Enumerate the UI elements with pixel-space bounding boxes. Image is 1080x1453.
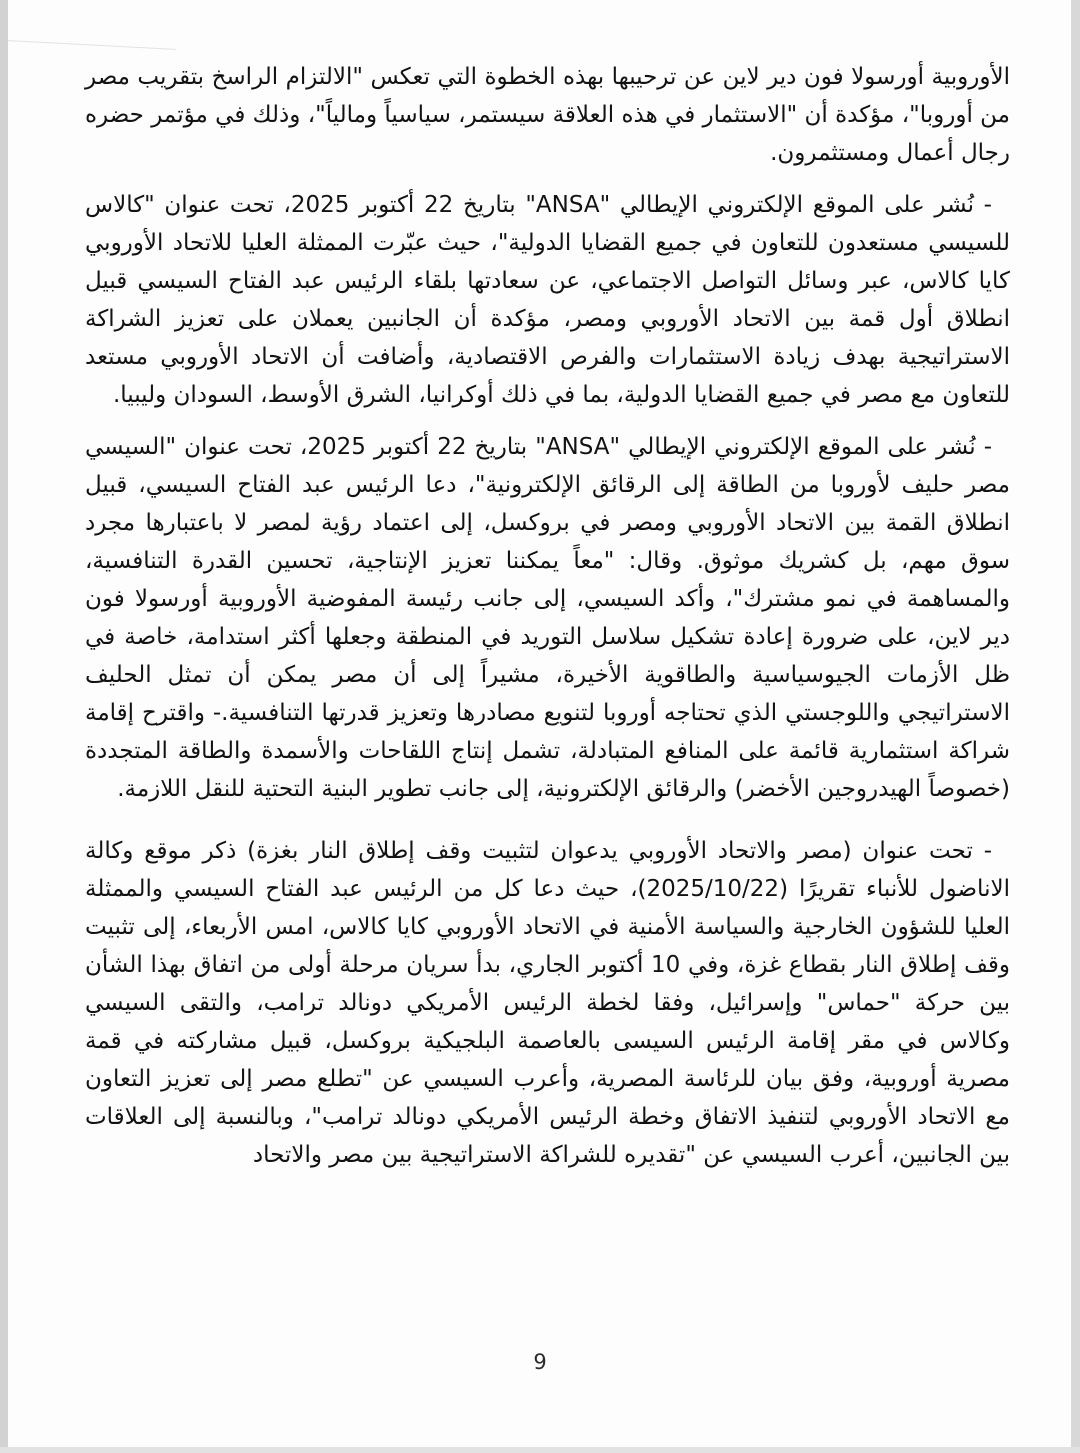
page-bottom-edge bbox=[0, 1447, 1080, 1453]
paragraph-anadolu-gaza-ceasefire: - تحت عنوان (مصر والاتحاد الأوروبي يدعوان لتثبيت وقف إطلاق النار بغزة) ذكر موقع وكالة الاناضول للأنباء تقريرًا (2025/10/22)، حيث دعا كل من الرئيس عبد الفتاح السيسي والممثلة العليا للشؤون الخارجية والسياسة الأمنية في الاتحاد الأوروبي كايا كالاس، امس الأربعاء، إلى تثبيت وقف إطلاق النار بقطاع غزة، وفي 10 أكتوبر الجاري، بدأ سريان مرحلة أولى من اتفاق بهذا الشأن بين حركة "حماس" وإسرائيل، وفقا لخطة الرئيس الأمريكي دونالد ترامب، والتقى السيسي وكالاس في مقر إقامة الرئيس السيسى بالعاصمة البلجيكية بروكسل، قبيل مشاركته في قمة مصرية أوروبية، وفق بيان للرئاسة المصرية، وأعرب السيسي عن "تطلع مصر إلى تعزيز التعاون مع الاتحاد الأوروبي لتنفيذ الاتفاق وخطة الرئيس الأمريكي دونالد ترامب"، وبالنسبة إلى العلاقات بين الجانبين، أعرب السيسي عن "تقديره للشراكة الاستراتيجية بين مصر والاتحاد bbox=[85, 838, 1011, 1168]
page-right-edge bbox=[1071, 0, 1080, 1453]
paragraph-ansa-energy-chips: - نُشر على الموقع الإلكتروني الإيطالي "ANSA" بتاريخ 22 أكتوبر 2025، تحت عنوان "السيسي مصر حليف لأوروبا من الطاقة إلى الرقائق الإلكترونية"، دعا الرئيس عبد الفتاح السيسي، قبيل انطلاق القمة بين الاتحاد الأوروبي ومصر في بروكسل، إلى اعتماد رؤية لمصر لا باعتبارها مجرد سوق مهم، بل كشريك موثوق. وقال: "معاً يمكننا تعزيز الإنتاجية، تحسين القدرة التنافسية، والمساهمة في نمو مشترك"، وأكد السيسي، إلى جانب رئيسة المفوضية الأوروبية أورسولا فون دير لاين، على ضرورة إعادة تشكيل سلاسل التوريد في المنطقة وجعلها أكثر استدامة، خاصة في ظل الأزمات الجيوسياسية والطاقوية الأخيرة، مشيراً إلى أن مصر يمكن أن تمثل الحليف الاستراتيجي واللوجستي الذي تحتاجه أوروبا لتنويع مصادرها وتعزيز قدرتها التنافسية.- واقترح إقامة شراكة استثمارية قائمة على المنافع المتبادلة، تشمل إنتاج اللقاحات والأسمدة والطاقة المتجددة (خصوصاً الهيدروجين الأخضر) والرقائق الإلكترونية، إلى جانب تطوير البنية التحتية للنقل اللازمة. bbox=[85, 434, 1010, 802]
page-number: 9 bbox=[533, 1350, 547, 1374]
paragraph-continuation: الأوروبية أورسولا فون دير لاين عن ترحيبها بهذه الخطوة التي تعكس "الالتزام الراسخ بتقريب مصر من أوروبا"، مؤكدة أن "الاستثمار في هذه العلاقة سيستمر، سياسياً ومالياً"، وذلك في مؤتمر حضره رجال أعمال ومستثمرون. bbox=[85, 64, 1010, 166]
page-edge-fold bbox=[6, 40, 176, 50]
document-text-block bbox=[85, 58, 1010, 1188]
paragraph-ansa-kallas: - نُشر على الموقع الإلكتروني الإيطالي "ANSA" بتاريخ 22 أكتوبر 2025، تحت عنوان "كالاس للسيسي مستعدون للتعاون في جميع القضايا الدولية"، حيث عبّرت الممثلة العليا للاتحاد الأوروبي كايا كالاس، عبر وسائل التواصل الاجتماعي، عن سعادتها بلقاء الرئيس عبد الفتاح السيسي قبيل انطلاق أول قمة بين الاتحاد الأوروبي ومصر، مؤكدة أن الجانبين يعملان على تعزيز الشراكة الاستراتيجية بهدف زيادة الاستثمارات والفرص الاقتصادية، وأضافت أن الاتحاد الأوروبي مستعد للتعاون مع مصر في جميع القضايا الدولية، بما في ذلك أوكرانيا، الشرق الأوسط، السودان وليبيا. bbox=[85, 192, 1010, 408]
page-left-edge bbox=[0, 0, 8, 1453]
